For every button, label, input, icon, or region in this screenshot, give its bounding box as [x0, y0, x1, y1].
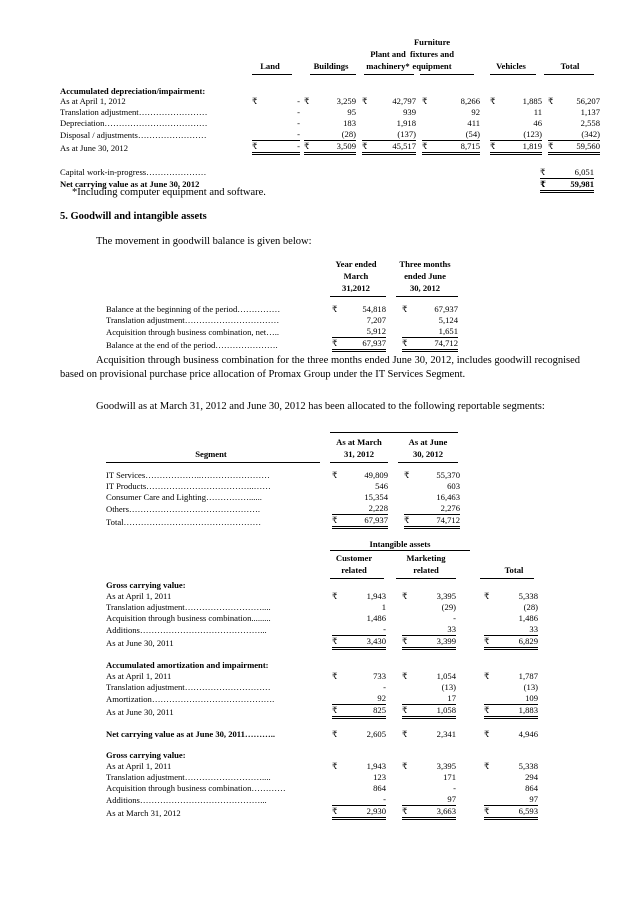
intangible-currency-cell	[402, 613, 412, 624]
header-plant-1: Plant and	[370, 49, 406, 59]
intangible-value-cell: 109	[494, 693, 538, 705]
intangible-currency-cell: ₹	[402, 671, 408, 681]
ppe-currency-cell	[490, 129, 500, 141]
intangible-value-cell: 17	[412, 693, 456, 705]
intangible-value-cell: 123	[373, 772, 386, 782]
intangible-value-cell: (28)	[523, 602, 538, 612]
ppe-footnote: *Including computer equipment and software.	[72, 187, 266, 198]
intang-col2-h1: Marketing	[406, 553, 446, 563]
ppe-currency-cell	[490, 118, 500, 129]
intangible-value-cell: (13)	[441, 682, 456, 692]
intangible-value-cell: 1,486	[518, 613, 538, 623]
ppe-value-cell: 1,918	[396, 118, 416, 128]
goodwill-currency-cell	[332, 315, 342, 326]
goodwill-row	[106, 326, 458, 338]
block-title: Gross carrying value:	[106, 580, 186, 590]
ppe-currency-cell: ₹	[490, 141, 500, 154]
segment-value-cell: 49,809	[364, 470, 388, 480]
intangible-currency-cell	[484, 693, 494, 705]
intangible-value-cell: (29)	[441, 602, 456, 612]
intangible-currency-cell: ₹	[332, 806, 342, 819]
ppe-currency-cell	[422, 107, 432, 118]
ppe-row-label: Translation adjustment……………………	[60, 107, 208, 117]
ppe-row-label: Disposal / adjustments……………………	[60, 129, 207, 140]
ppe-currency-cell	[548, 118, 558, 129]
ppe-value-cell: 3,259	[336, 96, 356, 106]
intangible-value-cell: 1,883	[494, 705, 538, 718]
intangible-value-cell: 33	[412, 624, 456, 636]
intangible-value-cell: 1,054	[436, 671, 456, 681]
ppe-currency-cell	[252, 107, 264, 118]
intangible-row-label: Translation adjustment………………………....	[106, 772, 271, 782]
intangible-currency-cell: ₹	[332, 591, 338, 601]
spacer-row	[106, 740, 538, 750]
segment-row-label: Consumer Care and Lighting……………......	[106, 492, 262, 502]
intangible-currency-cell	[332, 794, 342, 806]
intangible-value-cell: 5,338	[518, 591, 538, 601]
gw-col2-h1: Three months	[399, 259, 451, 269]
intangible-value-cell: 6,593	[494, 806, 538, 819]
segment-currency-cell	[332, 503, 342, 515]
goodwill-row-label: Balance at the end of the period………………….	[106, 339, 278, 350]
intangible-nbv-label: Net carrying value as at June 30, 2011………..	[106, 729, 276, 739]
intangible-currency-cell	[402, 794, 412, 806]
gw-col1-h2: March	[343, 271, 369, 281]
goodwill-row	[106, 315, 458, 326]
ppe-currency-cell	[422, 129, 432, 141]
intangible-currency-cell	[402, 624, 412, 636]
intangible-currency-cell	[332, 783, 342, 794]
ppe-row-label: Depreciation………………………………	[60, 118, 208, 128]
intangible-row	[106, 636, 538, 649]
goodwill-value-cell: 7,207	[366, 315, 386, 325]
intangible-value-cell: 5,338	[518, 761, 538, 771]
intangible-nbv-value: 2,341	[436, 729, 456, 739]
ppe-currency-cell	[362, 118, 372, 129]
ppe-currency-cell: ₹	[548, 141, 558, 154]
intangible-currency-cell: ₹	[484, 636, 494, 649]
intangible-currency-cell	[484, 613, 494, 624]
intangible-currency-cell: ₹	[484, 705, 494, 718]
segment-row	[106, 481, 460, 492]
intangible-currency-cell	[332, 624, 342, 636]
segment-row-label: Total…………………………………………	[106, 516, 262, 527]
intangible-value-cell: 825	[342, 705, 386, 718]
intangible-currency-cell: ₹	[402, 705, 412, 718]
intangible-row	[106, 806, 538, 819]
segment-value-cell: 67,937	[342, 515, 388, 528]
goodwill-value-cell: 5,124	[438, 315, 458, 325]
intangible-currency-cell	[484, 682, 494, 693]
segment-currency-cell	[332, 492, 342, 503]
intang-col1-h2: related	[341, 565, 367, 575]
goodwill-currency-cell: ₹	[332, 304, 338, 314]
intangible-value-cell: (13)	[523, 682, 538, 692]
ppe-value-cell: (123)	[500, 129, 542, 141]
intangible-row-label: Additions……………………………………...	[106, 624, 267, 635]
ppe-value-cell: 1,137	[580, 107, 600, 117]
intangible-row	[106, 772, 538, 783]
intangible-currency-cell: ₹	[332, 671, 338, 681]
intangible-value-cell: 33	[494, 624, 538, 636]
intangible-value-cell: -	[342, 624, 386, 636]
intangible-currency-cell	[332, 602, 342, 613]
intangible-currency-cell: ₹	[484, 591, 490, 601]
paragraph-acquisition: Acquisition through business combination for the three months ended June 30, 2012, includes goodwill recognised based on provisional purchase price allocation of Promax Group under the IT Services Segment.	[60, 355, 580, 380]
ppe-currency-cell: ₹	[362, 141, 372, 154]
section-heading: 5. Goodwill and intangible assets	[60, 211, 207, 222]
ppe-currency-cell	[422, 118, 432, 129]
intangible-value-cell: 1,486	[366, 613, 386, 623]
ppe-row	[60, 96, 600, 107]
intangible-nbv-value: 4,946	[518, 729, 538, 739]
ppe-currency-cell	[362, 129, 372, 141]
intangible-nbv-row	[106, 729, 538, 740]
ppe-value-cell: 95	[347, 107, 356, 117]
ppe-currency-cell: ₹	[304, 96, 310, 106]
segment-value-cell: 2,276	[414, 503, 460, 515]
segment-row	[106, 503, 460, 515]
header-vehicles: Vehicles	[496, 61, 526, 71]
segment-currency-cell	[332, 481, 342, 492]
intangible-value-cell: 3,430	[342, 636, 386, 649]
intangible-currency-cell	[402, 693, 412, 705]
ppe-value-cell: -	[264, 129, 300, 141]
ppe-value-cell: 3,509	[314, 141, 356, 154]
intangible-value-cell: 864	[373, 783, 386, 793]
intangible-row	[106, 682, 538, 693]
header-total: Total	[560, 61, 580, 71]
ppe-row	[60, 107, 600, 118]
intangible-value-cell: 294	[525, 772, 538, 782]
intangible-row-label: Acquisition through business combination…………	[106, 783, 286, 793]
intangible-value-cell: 3,399	[412, 636, 456, 649]
ppe-value-cell: 42,797	[392, 96, 416, 106]
ppe-currency-cell	[548, 107, 558, 118]
intangible-currency-cell	[402, 682, 412, 693]
intangible-value-cell: 3,663	[412, 806, 456, 819]
ppe-currency-cell: ₹	[490, 96, 496, 106]
nbv-value: 59,981	[570, 179, 594, 189]
ppe-value-cell: 2,558	[580, 118, 600, 128]
nbv-currency: ₹	[540, 179, 546, 189]
intangible-currency-cell	[484, 794, 494, 806]
segment-row-label: IT Products………………………………..……	[106, 481, 271, 491]
segment-row	[106, 515, 460, 528]
ppe-value-cell: 59,560	[558, 141, 600, 154]
intang-group-header: Intangible assets	[369, 539, 431, 549]
intangible-value-cell: -	[453, 613, 456, 623]
block-title-row	[106, 580, 538, 591]
segment-currency-cell	[404, 481, 414, 492]
seg-col1-h2: 31, 2012	[343, 449, 375, 459]
segment-row-label: Others……………………………………….	[106, 503, 260, 514]
ppe-currency-cell	[490, 107, 500, 118]
intangible-row	[106, 783, 538, 794]
ppe-value-cell: (54)	[432, 129, 480, 141]
ppe-section-title: Accumulated depreciation/impairment:	[60, 86, 206, 96]
intangible-value-cell: 3,395	[436, 761, 456, 771]
goodwill-value-cell: 67,937	[434, 304, 458, 314]
paragraph-allocation: Goodwill as at March 31, 2012 and June 30, 2012 has been allocated to the following reportable segments:	[96, 401, 545, 412]
intangible-currency-cell	[484, 772, 494, 783]
intangible-value-cell: 864	[525, 783, 538, 793]
intangible-row	[106, 761, 538, 772]
ppe-row-label: As at June 30, 2012	[60, 142, 129, 153]
goodwill-rows	[106, 304, 458, 352]
intangible-currency-cell: ₹	[332, 729, 338, 739]
block-title: Gross carrying value:	[106, 750, 186, 760]
ppe-currency-cell	[304, 118, 314, 129]
ppe-currency-cell: ₹	[304, 141, 314, 154]
seg-header: Segment	[195, 449, 227, 459]
goodwill-value-cell: 67,937	[342, 338, 386, 351]
header-plant-2: machinery*	[366, 61, 410, 71]
intangible-value-cell: -	[342, 794, 386, 806]
segment-row	[106, 470, 460, 481]
segment-currency-cell	[404, 503, 414, 515]
ppe-value-cell: 411	[467, 118, 480, 128]
intang-col2-h2: related	[413, 565, 439, 575]
ppe-value-cell: 939	[403, 107, 416, 117]
segment-currency-cell: ₹	[404, 515, 414, 528]
seg-col2-h2: 30, 2012	[412, 449, 444, 459]
intangible-row	[106, 794, 538, 806]
block-title-row	[106, 750, 538, 761]
segment-value-cell: 16,463	[436, 492, 460, 502]
intangible-nbv-value: 2,605	[366, 729, 386, 739]
intangible-currency-cell: ₹	[484, 761, 490, 771]
seg-col1-h1: As at March	[336, 437, 382, 447]
gw-col1-h3: 31,2012	[342, 283, 370, 293]
cwip-currency: ₹	[540, 167, 546, 177]
ppe-currency-cell: ₹	[252, 141, 264, 154]
ppe-value-cell: 8,715	[432, 141, 480, 154]
ppe-value-cell: (28)	[314, 129, 356, 141]
goodwill-row-label: Balance at the beginning of the period……………	[106, 304, 281, 314]
ppe-value-cell: 8,266	[460, 96, 480, 106]
ppe-value-cell: (342)	[558, 129, 600, 141]
intangible-row	[106, 705, 538, 718]
gw-col2-h2: ended June	[404, 271, 446, 281]
goodwill-currency-cell	[402, 315, 412, 326]
intangible-currency-cell: ₹	[332, 705, 342, 718]
ppe-row	[60, 129, 600, 141]
intangible-value-cell: 1,943	[366, 761, 386, 771]
goodwill-value-cell: 74,712	[412, 338, 458, 351]
intangible-row-label: As at April 1, 2011	[106, 591, 172, 601]
ppe-currency-cell: ₹	[252, 96, 258, 106]
intangible-row-label: As at March 31, 2012	[106, 807, 181, 818]
intangible-currency-cell	[332, 693, 342, 705]
ppe-currency-cell	[304, 107, 314, 118]
intangible-currency-cell	[332, 613, 342, 624]
ppe-value-cell: 45,517	[372, 141, 416, 154]
intangible-value-cell: 1,058	[412, 705, 456, 718]
header-furniture-1: Furniture	[413, 37, 451, 47]
header-furniture-2: fixtures and	[409, 49, 454, 59]
intangible-row-label: As at June 30, 2011	[106, 637, 174, 648]
ppe-value-cell: 56,207	[576, 96, 600, 106]
intangible-currency-cell	[484, 624, 494, 636]
goodwill-row-label: Translation adjustment……………………………	[106, 315, 280, 325]
ppe-value-cell: (137)	[372, 129, 416, 141]
intangible-currency-cell	[402, 783, 412, 794]
spacer-row	[106, 718, 538, 730]
ppe-value-cell: 46	[533, 118, 542, 128]
intangible-row	[106, 693, 538, 705]
intangible-row	[106, 613, 538, 624]
intangible-value-cell: 3,395	[436, 591, 456, 601]
intangible-currency-cell	[332, 772, 342, 783]
goodwill-currency-cell	[332, 326, 342, 338]
intangible-currency-cell: ₹	[484, 729, 490, 739]
header-buildings: Buildings	[313, 61, 349, 71]
ppe-value-cell: -	[264, 141, 300, 154]
ppe-currency-cell	[548, 129, 558, 141]
segment-value-cell: 55,370	[436, 470, 460, 480]
ppe-value-cell: -	[297, 96, 300, 106]
goodwill-row	[106, 338, 458, 351]
ppe-currency-cell	[304, 129, 314, 141]
intangible-value-cell: -	[383, 682, 386, 692]
intangible-row-label: As at June 30, 2011	[106, 706, 174, 717]
ppe-value-cell: -	[297, 107, 300, 117]
intangible-currency-cell	[402, 602, 412, 613]
goodwill-value-cell: 5,912	[342, 326, 386, 338]
ppe-value-cell: -	[297, 118, 300, 128]
ppe-value-cell: 183	[343, 118, 356, 128]
segment-value-cell: 603	[447, 481, 460, 491]
intangible-row-label: As at April 1, 2011	[106, 761, 172, 771]
intangible-row	[106, 591, 538, 602]
header-land: Land	[260, 61, 280, 71]
intangible-value-cell: 2,930	[342, 806, 386, 819]
segment-row	[106, 492, 460, 503]
intangible-value-cell: 6,829	[494, 636, 538, 649]
ppe-row-label: As at April 1, 2012	[60, 96, 126, 106]
intangible-row-label: Additions……………………………………...	[106, 794, 267, 805]
seg-col2-h1: As at June	[408, 437, 448, 447]
intangible-row-label: Translation adjustment………………………....	[106, 602, 271, 612]
segment-currency-cell	[404, 492, 414, 503]
intangible-row-label: Amortization…………………………………….	[106, 693, 275, 704]
intangible-value-cell: 92	[342, 693, 386, 705]
goodwill-currency-cell	[402, 326, 412, 338]
intangible-value-cell: 171	[443, 772, 456, 782]
ppe-currency-cell	[252, 129, 264, 141]
intangible-currency-cell	[332, 682, 342, 693]
cwip-value: 6,051	[574, 167, 594, 177]
intangible-row	[106, 602, 538, 613]
section-intro: The movement in goodwill balance is given below:	[96, 236, 312, 247]
goodwill-row	[106, 304, 458, 315]
goodwill-currency-cell: ₹	[402, 338, 412, 351]
segment-currency-cell: ₹	[332, 515, 342, 528]
intangible-value-cell: 1,943	[366, 591, 386, 601]
ppe-currency-cell	[362, 107, 372, 118]
segment-value-cell: 2,228	[342, 503, 388, 515]
intang-col3-h: Total	[504, 565, 524, 575]
intangible-row	[106, 624, 538, 636]
ppe-currency-cell: ₹	[422, 96, 428, 106]
intangible-currency-cell: ₹	[402, 636, 412, 649]
intangible-currency-cell	[484, 602, 494, 613]
intangible-value-cell: 1,787	[518, 671, 538, 681]
intangible-currency-cell: ₹	[484, 806, 494, 819]
goodwill-value-cell: 54,818	[362, 304, 386, 314]
intangible-row-label: As at April 1, 2011	[106, 671, 172, 681]
block-title: Accumulated amortization and impairment:	[106, 660, 269, 670]
ppe-row	[60, 118, 600, 129]
ppe-currency-cell: ₹	[422, 141, 432, 154]
intangible-value-cell: 733	[373, 671, 386, 681]
intangible-currency-cell: ₹	[402, 806, 412, 819]
intangible-value-cell: 97	[412, 794, 456, 806]
segment-rows	[106, 470, 460, 529]
segment-value-cell: 546	[375, 481, 388, 491]
intangibles-rows	[106, 580, 538, 820]
intangible-row-label: Acquisition through business combination.........	[106, 613, 271, 623]
ppe-value-cell: 11	[533, 107, 542, 117]
goodwill-row-label: Acquisition through business combination, net…..	[106, 326, 280, 337]
intangible-currency-cell: ₹	[402, 761, 408, 771]
intangible-currency-cell: ₹	[484, 671, 490, 681]
segment-currency-cell: ₹	[332, 470, 338, 480]
ppe-currency-cell: ₹	[362, 96, 368, 106]
nbv-label: Net carrying value as at June 30, 2012	[60, 179, 200, 189]
ppe-value-cell: 92	[471, 107, 480, 117]
intangible-currency-cell: ₹	[402, 591, 408, 601]
intangible-value-cell: -	[453, 783, 456, 793]
intang-col1-h1: Customer	[335, 553, 373, 563]
gw-col1-h1: Year ended	[335, 259, 377, 269]
segment-value-cell: 74,712	[414, 515, 460, 528]
block-title-row	[106, 660, 538, 671]
ppe-value-cell: 1,885	[522, 96, 542, 106]
intangible-currency-cell	[402, 772, 412, 783]
intangible-currency-cell: ₹	[332, 636, 342, 649]
segment-row-label: IT Services………………..……………………	[106, 470, 270, 480]
intangible-currency-cell	[484, 783, 494, 794]
ppe-currency-cell: ₹	[548, 96, 554, 106]
segment-value-cell: 15,354	[364, 492, 388, 502]
ppe-currency-cell	[252, 118, 264, 129]
intangible-row-label: Translation adjustment…………………………	[106, 682, 271, 692]
intangible-currency-cell: ₹	[332, 761, 338, 771]
spacer-row	[106, 649, 538, 661]
segment-currency-cell: ₹	[404, 470, 410, 480]
gw-col2-h3: 30, 2012	[409, 283, 441, 293]
goodwill-currency-cell: ₹	[332, 338, 342, 351]
intangible-currency-cell: ₹	[402, 729, 408, 739]
header-furniture-3: equipment	[412, 61, 452, 71]
ppe-row	[60, 141, 600, 154]
goodwill-value-cell: 1,651	[412, 326, 458, 338]
intangible-value-cell: 1	[381, 602, 386, 612]
ppe-rows	[60, 96, 600, 155]
ppe-value-cell: 1,819	[500, 141, 542, 154]
cwip-label: Capital work-in-progress…………………	[60, 167, 207, 177]
goodwill-currency-cell: ₹	[402, 304, 408, 314]
intangible-row	[106, 671, 538, 682]
intangible-value-cell: 97	[494, 794, 538, 806]
